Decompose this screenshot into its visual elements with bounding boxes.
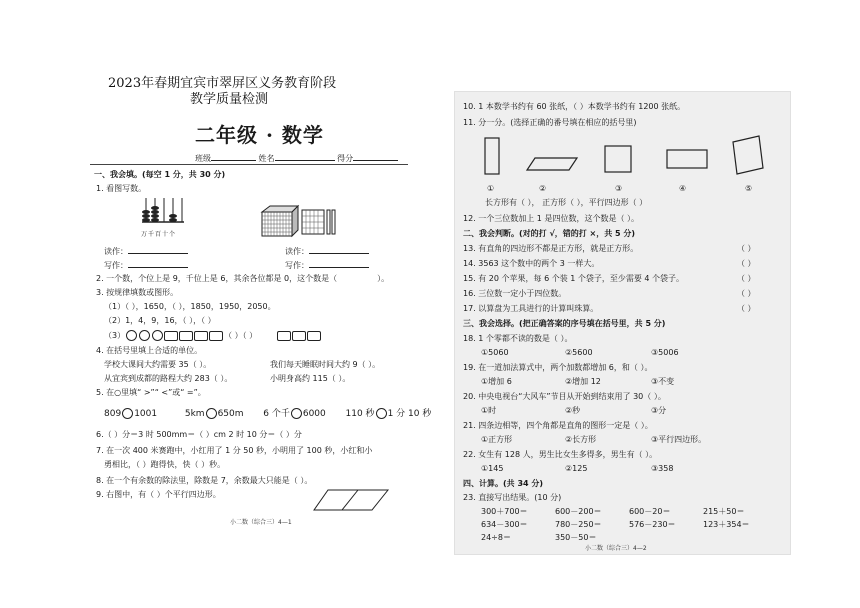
question-6: 6.（ ）分＝3 时 500mm＝（ ）cm 2 时 10 分＝（ ）分 [96, 430, 302, 439]
question-7: 7. 在一次 400 米赛跑中，小红用了 1 分 50 秒，小明用了 100 秒，小红和小 [96, 446, 373, 455]
calc-r3-c2: 350－50＝ [555, 533, 597, 542]
circle-shape [126, 330, 137, 341]
read-answer-2[interactable] [309, 244, 369, 254]
question-1: 1. 看图写数。 [96, 184, 147, 193]
shape-label-4: ④ [679, 184, 687, 193]
q20-option-2: ②秒 [565, 406, 581, 415]
q18-option-3: ③5006 [651, 348, 679, 357]
q18-option-1: ①5060 [481, 348, 509, 357]
cube-blocks-figure [260, 202, 340, 238]
square-shape [292, 331, 306, 341]
compare-circle[interactable] [206, 408, 217, 419]
calc-r1-c2: 600－200＝ [555, 507, 602, 516]
class-label: 班级 [195, 154, 211, 163]
question-20: 20. 中央电视台“大风车”节目从开始到结束用了 30（ ）。 [463, 392, 666, 401]
question-4-c: 从宜宾到成都的路程大约 283（ ）。 [104, 374, 233, 383]
judge-answer-17[interactable]: （ ） [737, 304, 756, 313]
question-4-b: 我们每天睡眠时间大约 9（ ）。 [270, 360, 381, 369]
calc-r1-c4: 215＋50＝ [703, 507, 745, 516]
question-5-row: 809 1001 5km 650m 6 个千 6000 110 秒 1 分 10 秒 [104, 409, 432, 419]
q22-option-2: ②125 [565, 464, 588, 473]
name-field[interactable] [275, 151, 335, 161]
circle-shape [139, 330, 150, 341]
calc-r1-c1: 300＋700＝ [481, 507, 528, 516]
question-7-b: 勇相比，（ ）跑得快，快（ ）秒。 [104, 460, 226, 469]
calc-r2-c2: 780－250＝ [555, 520, 602, 529]
write-answer-2[interactable] [309, 258, 369, 268]
question-21: 21. 四条边相等，四个角都是直角的图形一定是（ ）。 [463, 421, 653, 430]
square-shape [307, 331, 321, 341]
question-22: 22. 女生有 128 人，男生比女生多得多，男生有（ ）。 [463, 450, 658, 459]
question-10: 10. 1 本数学书约有 60 张纸，（ ）本数学书约有 1200 张纸。 [463, 102, 686, 111]
q20-option-3: ③分 [651, 406, 667, 415]
write-answer-1[interactable] [128, 258, 188, 268]
q19-option-3: ③不变 [651, 377, 675, 386]
section-2-heading: 二、我会判断。(对的打 √，错的打 ×，共 5 分) [463, 229, 636, 238]
shape-1-rectangle [485, 138, 499, 174]
question-9: 9. 右图中，有（ ）个平行四边形。 [96, 490, 221, 499]
question-3: 3. 按规律填数或图形。 [96, 288, 179, 297]
abacus-figure [138, 194, 188, 234]
calc-r1-c3: 600－20＝ [629, 507, 671, 516]
compare-circle[interactable] [376, 408, 387, 419]
calc-r2-c1: 634－300＝ [481, 520, 528, 529]
page-footer-left: 小二数（综合三）4—1 [230, 519, 292, 526]
judge-answer-13[interactable]: （ ） [737, 244, 756, 253]
section-3-heading: 三、我会选择。(把正确答案的序号填在括号里，共 5 分) [463, 319, 666, 328]
calc-r3-c1: 24÷8＝ [481, 533, 511, 542]
question-2: 2. 一个数，个位上是 9，千位上是 6，其余各位都是 0，这个数是（ ）。 [96, 274, 390, 283]
question-5: 5. 在○里填“ >”“ <”或“ =”。 [96, 388, 206, 397]
read-line-2: 读作： [285, 244, 369, 257]
judge-answer-16[interactable]: （ ） [737, 289, 756, 298]
section-4-heading: 四、计算。(共 34 分) [463, 479, 544, 488]
q19-option-2: ②增加 12 [565, 377, 601, 386]
square-shape [277, 331, 291, 341]
q20-option-1: ①时 [481, 406, 497, 415]
parallelogram-figure [312, 488, 392, 512]
shape-5-parallelogram [733, 136, 763, 174]
read-answer-1[interactable] [128, 244, 188, 254]
shapes-figure [477, 134, 777, 180]
shape-4-rectangle [667, 150, 707, 168]
shape-3-square [605, 146, 631, 172]
q18-option-2: ②5600 [565, 348, 593, 357]
question-18: 18. 1 个零都不读的数是（ ）。 [463, 334, 573, 343]
score-field[interactable] [353, 151, 398, 161]
question-15: 15. 有 20 个苹果，每 6 个装 1 个袋子，至少需要 4 个袋子。 [463, 274, 685, 283]
square-shape [179, 331, 193, 341]
write-line-1: 写作： [104, 258, 188, 271]
question-16: 16. 三位数一定小于四位数。 [463, 289, 567, 298]
section-1-heading: 一、我会填。(每空 1 分，共 30 分) [94, 170, 226, 179]
student-info-row [195, 151, 398, 164]
page-footer-right: 小二数（综合三）4—2 [585, 545, 647, 552]
name-label: 姓名 [258, 154, 275, 163]
question-3-1: （1）（ ），1650，（ ），1850，1950，2050。 [104, 302, 276, 311]
question-14: 14. 3563 这个数中的两个 3 一样大。 [463, 259, 600, 268]
square-shape [164, 331, 178, 341]
judge-answer-15[interactable]: （ ） [737, 274, 756, 283]
circle-shape [152, 330, 163, 341]
abacus-place-labels: 万千百十个 [141, 231, 177, 238]
question-4-a: 学校大课间大约需要 35（ ）。 [104, 360, 212, 369]
class-field[interactable] [211, 151, 256, 161]
calc-r2-c4: 123＋354＝ [703, 520, 750, 529]
calc-r2-c3: 576－230＝ [629, 520, 676, 529]
write-line-2: 写作： [285, 258, 369, 271]
exam-page-left [90, 70, 432, 530]
question-8: 8. 在一个有余数的除法里，除数是 7，余数最大只能是（ ）。 [96, 476, 313, 485]
exam-title-line1: 2023年春期宜宾市翠屏区义务教育阶段 [108, 76, 337, 91]
question-11-answer: 长方形有（ ）， 正方形（ ），平行四边形（ ） [485, 198, 648, 207]
shape-label-1: ① [487, 184, 495, 193]
compare-circle[interactable] [291, 408, 302, 419]
question-19: 19. 在一道加法算式中，两个加数都增加 6，和（ ）。 [463, 363, 653, 372]
question-4: 4. 在括号里填上合适的单位。 [96, 346, 203, 355]
exam-title-line2: 教学质量检测 [190, 92, 269, 107]
header-divider [90, 164, 408, 165]
read-line-1: 读作： [104, 244, 188, 257]
subject-title: 二年级 · 数学 [195, 123, 324, 147]
q19-option-1: ①增加 6 [481, 377, 512, 386]
question-4-d: 小明身高约 115（ ）。 [270, 374, 351, 383]
question-12: 12. 一个三位数加上 1 是四位数，这个数是（ ）。 [463, 214, 639, 223]
shape-2-parallelogram [527, 158, 577, 170]
q21-option-1: ①正方形 [481, 435, 513, 444]
question-17: 17. 以算盘为工具进行的计算叫珠算。 [463, 304, 599, 313]
square-shape [194, 331, 208, 341]
question-23: 23. 直接写出结果。(10 分) [463, 493, 562, 502]
q21-option-2: ②长方形 [565, 435, 597, 444]
question-3-3: （3） （ ）（ ） [104, 330, 322, 341]
q21-option-3: ③平行四边形。 [651, 435, 707, 444]
exam-page-right [455, 92, 790, 554]
question-11: 11. 分一分。(选择正确的番号填在相应的括号里) [463, 118, 637, 127]
judge-answer-14[interactable]: （ ） [737, 259, 756, 268]
shape-label-5: ⑤ [745, 184, 753, 193]
question-3-2: （2）1，4，9，16，（ ），（ ） [104, 316, 216, 325]
q22-option-3: ③358 [651, 464, 674, 473]
q22-option-1: ①145 [481, 464, 504, 473]
shape-label-2: ② [539, 184, 547, 193]
compare-circle[interactable] [122, 408, 133, 419]
shape-label-3: ③ [615, 184, 623, 193]
score-label: 得分 [337, 154, 354, 163]
question-13: 13. 有直角的四边形不都是正方形，就是正方形。 [463, 244, 639, 253]
square-shape [209, 331, 223, 341]
